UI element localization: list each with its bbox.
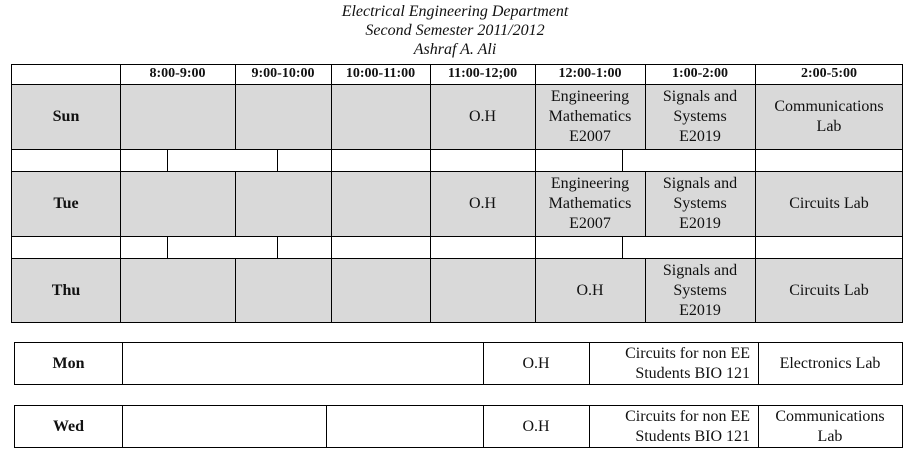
day-label-thu: Thu — [51, 282, 81, 299]
thu-signals-systems: Signals and Systems E2019 — [662, 262, 738, 319]
time-slot-2: 9:00-10:00 — [251, 66, 315, 81]
thu-office-hours: O.H — [576, 282, 604, 299]
mon-circuits-non-ee: Circuits for non EE Students BIO 121 — [625, 344, 750, 382]
semester-title: Second Semester 2011/2012 — [365, 22, 545, 39]
day-label-sun: Sun — [52, 108, 80, 125]
tue-signals-systems: Signals and Systems E2019 — [662, 175, 738, 232]
sun-office-hours: O.H — [468, 108, 497, 125]
tue-office-hours: O.H — [468, 195, 497, 212]
tue-engineering-mathematics: Engineering Mathematics E2007 — [548, 175, 632, 232]
day-label-wed: Wed — [52, 417, 85, 435]
time-slot-7: 2:00-5:00 — [801, 66, 857, 81]
day-label-tue: Tue — [53, 195, 79, 212]
mon-electronics-lab: Electronics Lab — [779, 354, 881, 372]
time-slot-6: 1:00-2:00 — [672, 66, 728, 81]
day-label-mon: Mon — [52, 354, 85, 372]
mon-office-hours: O.H — [522, 354, 550, 372]
wed-circuits-non-ee: Circuits for non EE Students BIO 121 — [625, 407, 750, 445]
sun-communications-lab: Communications Lab — [774, 98, 884, 135]
time-slot-3: 10:00-11:00 — [345, 66, 416, 81]
tue-circuits-lab: Circuits Lab — [789, 195, 869, 212]
department-title: Electrical Engineering Department — [341, 3, 569, 20]
wed-communications-lab: Communications Lab — [775, 407, 885, 445]
sun-signals-systems: Signals and Systems E2019 — [662, 88, 738, 145]
thu-circuits-lab: Circuits Lab — [789, 282, 869, 299]
time-slot-1: 8:00-9:00 — [149, 66, 206, 81]
sun-engineering-mathematics: Engineering Mathematics E2007 — [548, 88, 632, 145]
time-slot-4: 11:00-12;00 — [447, 66, 518, 81]
instructor-name: Ashraf A. Ali — [413, 41, 497, 58]
time-slot-5: 12:00-1:00 — [558, 66, 622, 81]
wed-office-hours: O.H — [522, 417, 550, 435]
